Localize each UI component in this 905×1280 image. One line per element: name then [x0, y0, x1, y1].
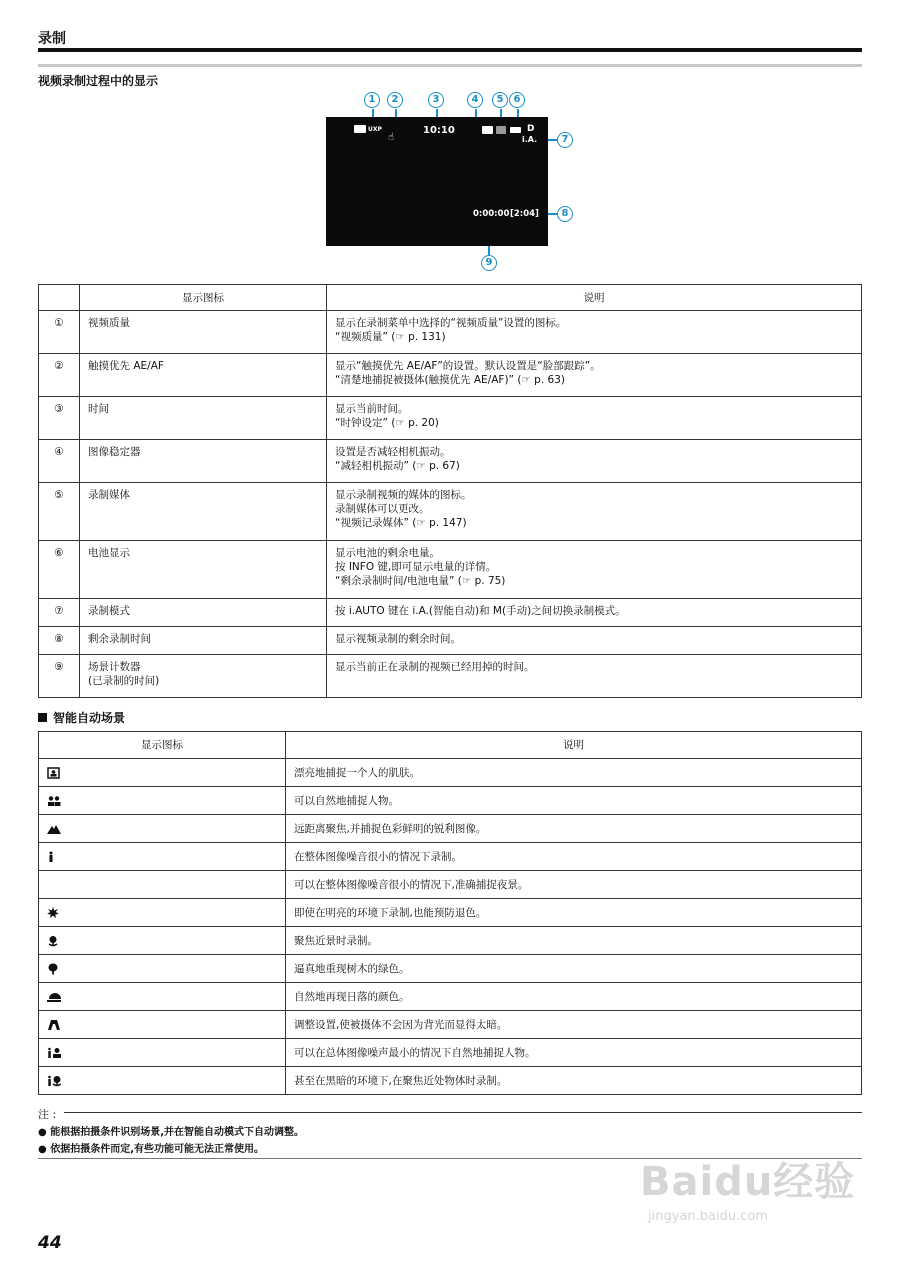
night-person-icon: [47, 851, 61, 863]
sunset-icon: [47, 991, 61, 1003]
item-name: 触摸优先 AE/AF: [80, 354, 327, 397]
item-description: 设置是否减轻相机振动。 “减轻相机振动” (☞ p. 67): [327, 440, 862, 483]
portrait-icon: [47, 767, 61, 779]
scene-description: 远距离聚焦,并捕捉色彩鲜明的锐利图像。: [286, 815, 862, 843]
scene-description: 甚至在黑暗的环境下,在聚焦近处物体时录制。: [286, 1067, 862, 1095]
item-name: 剩余录制时间: [80, 627, 327, 655]
callout-1: 1: [364, 92, 380, 108]
scene-description: 调整设置,使被摄体不会因为背光而显得太暗。: [286, 1011, 862, 1039]
row-number: ③: [39, 397, 80, 440]
table-row: [39, 787, 862, 815]
table-row: [39, 983, 862, 1011]
watermark-logo: Baidu经验: [640, 1159, 856, 1205]
night-moon-icon: [47, 879, 61, 891]
watermark: [640, 1150, 855, 1224]
screen-time: 10:10: [423, 125, 455, 136]
callout-4: 4: [467, 92, 483, 108]
camera-screen: [326, 117, 548, 246]
subheader-rule: [38, 64, 862, 67]
table-row: [39, 440, 862, 483]
table-row: [39, 815, 862, 843]
row-number: ⑦: [39, 599, 80, 627]
row-number: ⑥: [39, 541, 80, 599]
scene-section-title: 智能自动场景: [38, 709, 125, 726]
scene-table: [38, 731, 862, 1095]
scene-description: 可以在总体图像噪声最小的情况下自然地捕捉人物。: [286, 1039, 862, 1067]
table-header: [39, 285, 80, 311]
stabilizer-icon: [482, 126, 493, 134]
item-description: 显示视频录制的剩余时间。: [327, 627, 862, 655]
touch-priority-icon: ☝: [388, 132, 395, 143]
page-number: 44: [38, 1233, 62, 1253]
table-row: [39, 655, 862, 698]
table-row: [39, 871, 862, 899]
table-row: [39, 397, 862, 440]
item-name: 时间: [80, 397, 327, 440]
table-row: [39, 927, 862, 955]
table-row: [39, 483, 862, 541]
item-name: 图像稳定器: [80, 440, 327, 483]
quality-indicator: UXP: [368, 126, 382, 133]
note-item: ● 依据拍摄条件而定,有些功能可能无法正常使用。: [38, 1144, 265, 1155]
remaining-time: [2:04]: [510, 209, 539, 219]
row-number: ②: [39, 354, 80, 397]
table-row: [39, 311, 862, 354]
item-name: 录制模式: [80, 599, 327, 627]
bullet-square-icon: [38, 713, 47, 722]
item-description: 显示电池的剩余电量。 按 INFO 键,即可显示电量的详情。 “剩余录制时间/电池电量” (☞ p. 75): [327, 541, 862, 599]
table-row: [39, 759, 862, 787]
tree-icon: [47, 963, 61, 975]
table-row: [39, 541, 862, 599]
table-header: 显示图标: [39, 732, 286, 759]
callout-7: 7: [557, 132, 573, 148]
scene-description: 可以自然地捕捉人物。: [286, 787, 862, 815]
callout-6: 6: [509, 92, 525, 108]
callout-2: 2: [387, 92, 403, 108]
callout-5: 5: [492, 92, 508, 108]
backlight-icon: [47, 1019, 61, 1031]
record-mode-indicator: i.A.: [522, 135, 538, 144]
table-row: [39, 843, 862, 871]
note-rule: [64, 1112, 862, 1113]
row-number: ④: [39, 440, 80, 483]
video-camera-icon: [354, 125, 366, 133]
item-description: 显示当前时间。 “时钟设定” (☞ p. 20): [327, 397, 862, 440]
scene-description: 自然地再现日落的颜色。: [286, 983, 862, 1011]
item-name: 场景计数器 (已录制的时间): [80, 655, 327, 698]
item-name: 电池显示: [80, 541, 327, 599]
mode-indicator: D: [527, 124, 535, 134]
table-row: [39, 955, 862, 983]
scene-description: 即使在明亮的环境下录制,也能预防退色。: [286, 899, 862, 927]
table-header: 说明: [286, 732, 862, 759]
row-number: ⑤: [39, 483, 80, 541]
row-number: ⑧: [39, 627, 80, 655]
item-description: 显示在录制菜单中选择的“视频质量”设置的图标。 “视频质量” (☞ p. 131): [327, 311, 862, 354]
table-row: [39, 354, 862, 397]
display-items-table: [38, 284, 862, 698]
item-name: 录制媒体: [80, 483, 327, 541]
table-row: [39, 599, 862, 627]
night-macro-icon: [47, 1075, 61, 1087]
callout-9: 9: [481, 255, 497, 271]
item-description: 显示录制视频的媒体的图标。 录制媒体可以更改。 “视频记录媒体” (☞ p. 147): [327, 483, 862, 541]
scene-description: 在整体图像噪音很小的情况下录制。: [286, 843, 862, 871]
callout-3: 3: [428, 92, 444, 108]
watermark-url: jingyan.baidu.com: [648, 1209, 768, 1224]
landscape-icon: [47, 823, 61, 835]
battery-icon: [510, 127, 521, 133]
table-header: 显示图标: [80, 285, 327, 311]
macro-flower-icon: [47, 935, 61, 947]
table-row: [39, 899, 862, 927]
table-row: [39, 627, 862, 655]
row-number: ⑨: [39, 655, 80, 698]
callout-8: 8: [557, 206, 573, 222]
bright-sun-icon: [47, 907, 61, 919]
item-description: 按 i.AUTO 键在 i.A.(智能自动)和 M(手动)之间切换录制模式。: [327, 599, 862, 627]
note-label: 注 :: [38, 1108, 57, 1121]
section-title: 录制: [38, 31, 66, 47]
people-icon: [47, 795, 61, 807]
table-row: [39, 1039, 862, 1067]
media-icon: [496, 126, 506, 134]
item-description: 显示“触摸优先 AE/AF”的设置。默认设置是“脸部跟踪”。 “清楚地捕捉被摄体(触摸优先 AE/AF)” (☞ p. 63): [327, 354, 862, 397]
item-name: 视频质量: [80, 311, 327, 354]
scene-description: 聚焦近景时录制。: [286, 927, 862, 955]
scene-counter: 0:00:00: [473, 209, 510, 219]
scene-description: 可以在整体图像噪音很小的情况下,准确捕捉夜景。: [286, 871, 862, 899]
table-row: [39, 1067, 862, 1095]
table-header: 说明: [327, 285, 862, 311]
table-row: [39, 1011, 862, 1039]
note-item: ● 能根据拍摄条件识别场景,并在智能自动模式下自动调整。: [38, 1127, 305, 1138]
scene-description: 逼真地重现树木的绿色。: [286, 955, 862, 983]
row-number: ①: [39, 311, 80, 354]
item-description: 显示当前正在录制的视频已经用掉的时间。: [327, 655, 862, 698]
subheading: 视频录制过程中的显示: [38, 74, 159, 88]
night-portrait-icon: [47, 1047, 61, 1059]
scene-description: 漂亮地捕捉一个人的肌肤。: [286, 759, 862, 787]
header-rule: [38, 48, 862, 52]
